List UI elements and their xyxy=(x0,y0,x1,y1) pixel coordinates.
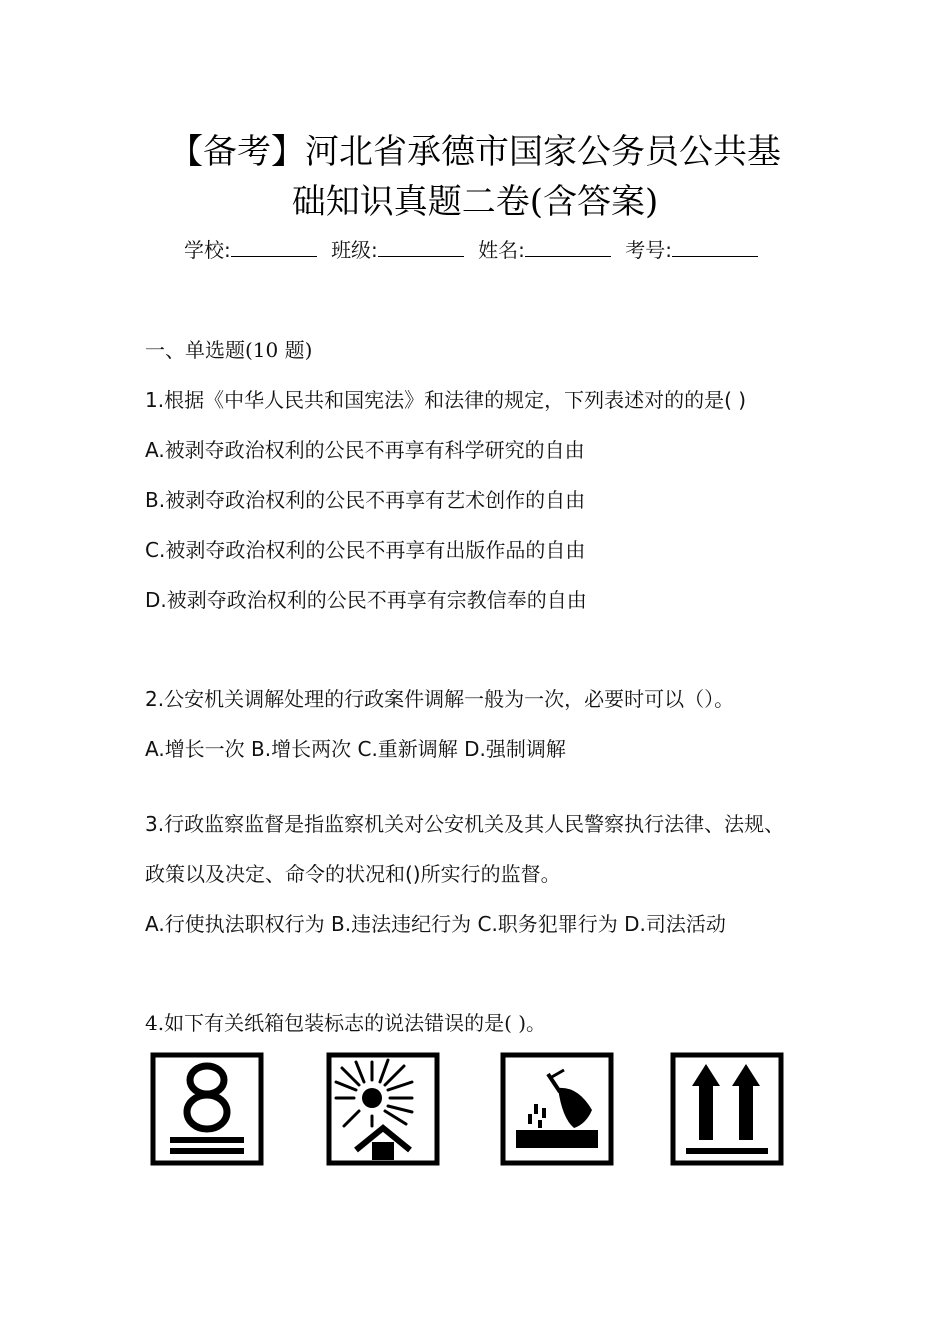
packaging-icons-row xyxy=(150,1052,790,1170)
q1-option-b: B.被剥夺政治权利的公民不再享有艺术创作的自由 xyxy=(145,488,586,512)
q3-stem-line2: 政策以及决定、命令的状况和()所实行的监督。 xyxy=(145,862,561,886)
this-way-up-icon xyxy=(670,1052,784,1166)
keep-away-from-sunlight-icon xyxy=(326,1052,440,1166)
q1-option-c: C.被剥夺政治权利的公民不再享有出版作品的自由 xyxy=(145,538,586,562)
q2-options: A.增长一次 B.增长两次 C.重新调解 D.强制调解 xyxy=(145,737,566,761)
keep-dry-icon xyxy=(500,1052,614,1166)
q1-option-a: A.被剥夺政治权利的公民不再享有科学研究的自由 xyxy=(145,438,585,462)
exam-no-blank xyxy=(672,238,758,257)
student-info-row xyxy=(0,236,950,264)
exam-no-label: 考号: xyxy=(625,238,673,262)
school-label: 学校: xyxy=(183,238,231,262)
q2-stem: 2.公安机关调解处理的行政案件调解一般为一次，必要时可以（）。 xyxy=(145,687,735,711)
q3-stem-line1: 3.行政监察监督是指监察机关对公安机关及其人民警察执行法律、法规、 xyxy=(145,812,785,836)
q1-option-d: D.被剥夺政治权利的公民不再享有宗教信奉的自由 xyxy=(145,588,587,612)
q4-stem: 4.如下有关纸箱包装标志的说法错误的是( )。 xyxy=(145,1011,547,1035)
class-label: 班级: xyxy=(331,238,378,262)
q3-options: A.行使执法职权行为 B.违法违纪行为 C.职务犯罪行为 D.司法活动 xyxy=(145,912,726,936)
class-blank xyxy=(378,238,464,257)
doc-title-line1: 【备考】河北省承德市国家公务员公共基 xyxy=(169,132,781,172)
doc-title-line2: 础知识真题二卷(含答案) xyxy=(291,182,659,222)
q1-stem: 1.根据《中华人民共和国宪法》和法律的规定，下列表述对的的是( ) xyxy=(145,388,747,412)
name-label: 姓名: xyxy=(478,238,525,262)
section-heading: 一、单选题(10 题) xyxy=(145,338,313,362)
stacking-limit-8-icon xyxy=(150,1052,264,1166)
school-blank xyxy=(231,238,317,257)
name-blank xyxy=(525,238,611,257)
